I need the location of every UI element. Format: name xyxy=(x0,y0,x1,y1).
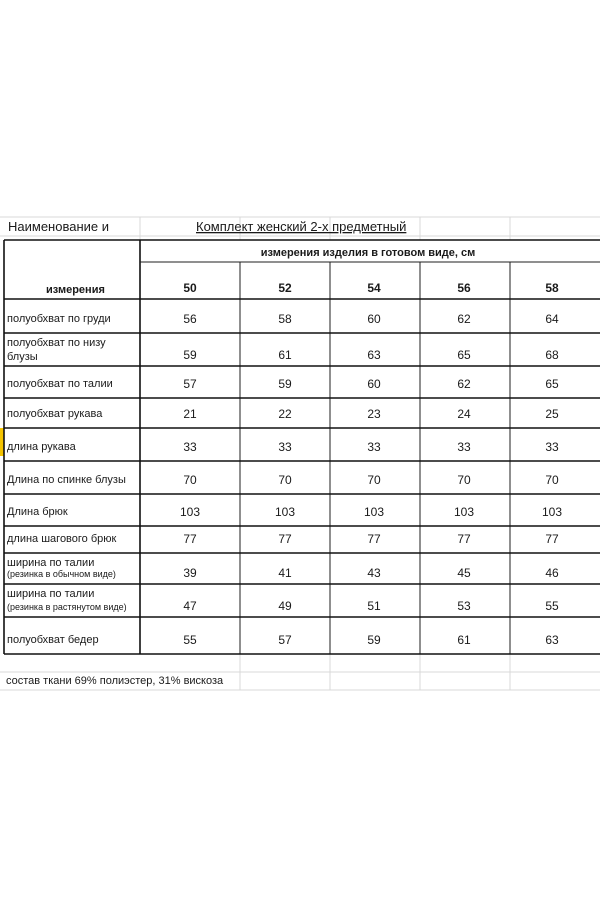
size-header-cell: 54 xyxy=(367,281,381,295)
table-cell-value: 61 xyxy=(457,633,471,647)
table-cell-value: 63 xyxy=(367,348,381,362)
row-label-note: (резинка в растянутом виде) xyxy=(7,602,127,612)
table-cell-value: 49 xyxy=(278,599,292,613)
table-cell-value: 63 xyxy=(545,633,559,647)
table-cell-value: 33 xyxy=(278,440,292,454)
table-row xyxy=(7,407,559,421)
row-label: ширина по талии xyxy=(7,557,95,569)
row-label: полуобхват по низу xyxy=(7,337,106,349)
table-cell-value: 103 xyxy=(453,505,475,519)
table-cell-value: 103 xyxy=(179,505,201,519)
table-row xyxy=(7,633,559,647)
size-header-cell: 52 xyxy=(278,281,292,295)
table-row xyxy=(7,337,559,363)
table-cell-value: 77 xyxy=(183,532,197,546)
row-label: Длина по спинке блузы xyxy=(7,474,126,486)
table-cell-value: 41 xyxy=(278,566,292,580)
row-label: полуобхват рукава xyxy=(7,408,103,420)
table-row xyxy=(7,532,559,546)
product-title: Комплект женский 2-х предметный xyxy=(196,219,407,234)
table-cell-value: 55 xyxy=(545,599,559,613)
table-cell-value: 70 xyxy=(278,473,292,487)
table-cell-value: 103 xyxy=(363,505,385,519)
table-cell-value: 70 xyxy=(367,473,381,487)
table-cell-value: 21 xyxy=(183,407,197,421)
table-row xyxy=(7,588,559,613)
table-row xyxy=(7,557,559,580)
table-cell-value: 45 xyxy=(457,566,471,580)
size-header-cell: 50 xyxy=(183,281,197,295)
table-cell-value: 33 xyxy=(183,440,197,454)
table-cell-value: 70 xyxy=(545,473,559,487)
fabric-composition: состав ткани 69% полиэстер, 31% вискоза xyxy=(6,675,224,687)
table-cell-value: 25 xyxy=(545,407,559,421)
table-cell-value: 55 xyxy=(183,633,197,647)
table-cell-value: 59 xyxy=(367,633,381,647)
table-cell-value: 46 xyxy=(545,566,559,580)
table-row xyxy=(7,440,559,454)
table-row xyxy=(7,473,559,487)
table-cell-value: 62 xyxy=(457,312,471,326)
table-cell-value: 22 xyxy=(278,407,292,421)
table-cell-value: 60 xyxy=(367,377,381,391)
size-header-cell: 56 xyxy=(457,281,471,295)
table-cell-value: 77 xyxy=(278,532,292,546)
table-cell-value: 53 xyxy=(457,599,471,613)
table-row xyxy=(7,312,559,326)
table-cell-value: 56 xyxy=(183,312,197,326)
table-cell-value: 65 xyxy=(457,348,471,362)
table-cell-value: 77 xyxy=(457,532,471,546)
table-cell-value: 70 xyxy=(457,473,471,487)
table-cell-value: 70 xyxy=(183,473,197,487)
table-cell-value: 61 xyxy=(278,348,292,362)
table-cell-value: 33 xyxy=(545,440,559,454)
name-label: Наименование и xyxy=(8,219,109,234)
table-cell-value: 57 xyxy=(278,633,292,647)
measure-label: измерения xyxy=(46,284,105,296)
row-label-line2: блузы xyxy=(7,351,38,363)
row-label-note: (резинка в обычном виде) xyxy=(7,569,116,579)
table-cell-value: 43 xyxy=(367,566,381,580)
table-cell-value: 24 xyxy=(457,407,471,421)
table-cell-value: 51 xyxy=(367,599,381,613)
table-cell-value: 33 xyxy=(457,440,471,454)
table-cell-value: 77 xyxy=(545,532,559,546)
table-cell-value: 103 xyxy=(274,505,296,519)
table-cell-value: 103 xyxy=(541,505,563,519)
table-cell-value: 65 xyxy=(545,377,559,391)
table-row xyxy=(7,377,559,391)
row-label: полуобхват по талии xyxy=(7,378,113,390)
size-header-cell: 58 xyxy=(545,281,559,295)
table-cell-value: 59 xyxy=(183,348,197,362)
table-cell-value: 64 xyxy=(545,312,559,326)
row-label: длина шагового брюк xyxy=(7,533,117,545)
table-cell-value: 47 xyxy=(183,599,197,613)
table-cell-value: 62 xyxy=(457,377,471,391)
measurement-rows xyxy=(7,312,562,647)
row-label: полуобхват по груди xyxy=(7,313,111,325)
row-label: ширина по талии xyxy=(7,588,95,600)
row-label: Длина брюк xyxy=(7,506,68,518)
table-cell-value: 59 xyxy=(278,377,292,391)
table-cell-value: 33 xyxy=(367,440,381,454)
table-cell-value: 77 xyxy=(367,532,381,546)
table-cell-value: 23 xyxy=(367,407,381,421)
table-cell-value: 39 xyxy=(183,566,197,580)
table-row xyxy=(7,505,562,519)
row-label: полуобхват бедер xyxy=(7,634,99,646)
table-cell-value: 60 xyxy=(367,312,381,326)
row-label: длина рукава xyxy=(7,441,76,453)
table-cell-value: 58 xyxy=(278,312,292,326)
table-cell-value: 68 xyxy=(545,348,559,362)
table-cell-value: 57 xyxy=(183,377,197,391)
measurements-caption: измерения изделия в готовом виде, см xyxy=(260,247,476,259)
